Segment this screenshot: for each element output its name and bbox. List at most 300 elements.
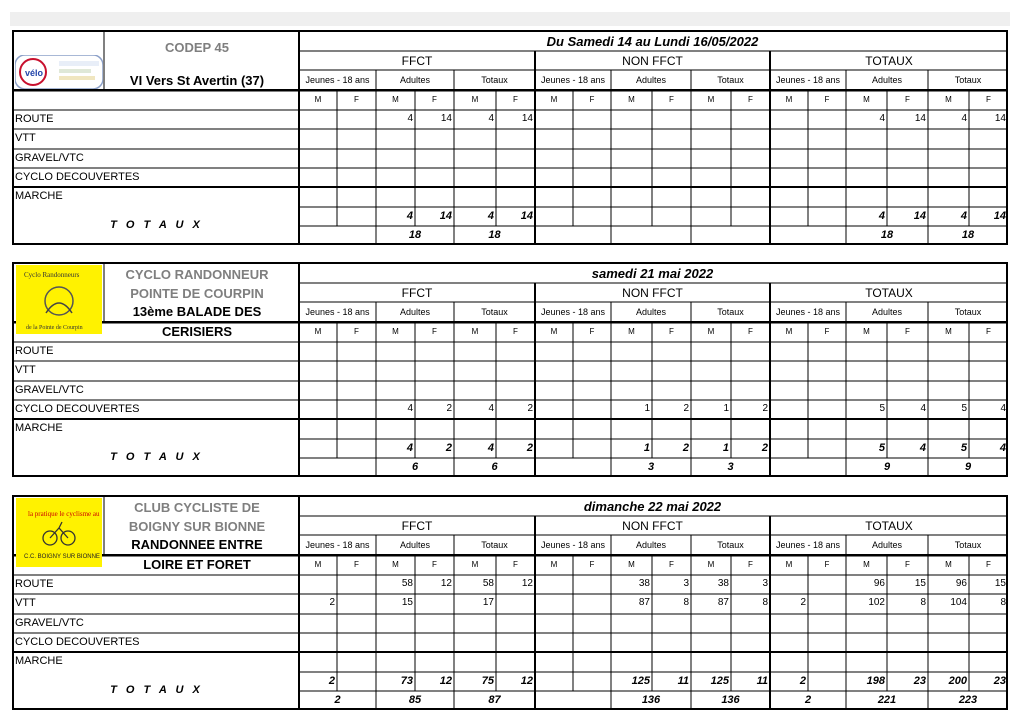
row-label: ROUTE: [15, 577, 54, 590]
table-cell: [691, 186, 731, 205]
sex-header: F: [986, 560, 991, 569]
table-cell: [299, 632, 337, 651]
totals-cell: 2: [799, 675, 806, 687]
table-cell: [337, 593, 376, 612]
sum-cell: [535, 691, 611, 708]
sex-header: M: [550, 560, 558, 569]
table-cell: 2: [683, 403, 689, 414]
table-cell: [770, 167, 808, 186]
table-cell: [928, 651, 969, 670]
sex-header: F: [748, 560, 753, 569]
table-cell: [808, 613, 846, 632]
table-cell: [299, 399, 337, 418]
table-cell: 2: [329, 597, 335, 608]
table-cell: [887, 148, 928, 167]
table-cell: 2: [446, 403, 452, 414]
totals-cell: [611, 206, 652, 226]
subgroup-header: Jeunes - 18 ans: [305, 540, 370, 550]
table-cell: [454, 651, 496, 670]
table-cell: [337, 574, 376, 593]
sex-header: M: [550, 95, 558, 104]
table-cell: [337, 128, 376, 147]
table-cell: 38: [717, 578, 729, 589]
sex-header: F: [354, 327, 359, 336]
svg-text:la pratique le cyclisme au: la pratique le cyclisme au: [28, 510, 100, 518]
table-cell: [969, 418, 1008, 437]
table-cell: 4: [407, 403, 413, 414]
sex-header: F: [905, 560, 910, 569]
table-cell: [808, 186, 846, 205]
subgroup-header: Totaux: [954, 540, 982, 550]
table-cell: [652, 360, 691, 379]
cc-boigny-logo: [16, 498, 102, 567]
table-cell: [299, 128, 337, 147]
table-cell: 4: [488, 113, 494, 124]
table-cell: 2: [527, 403, 533, 414]
table-cell: 4: [879, 113, 885, 124]
table-cell: [376, 128, 415, 147]
table-cell: [299, 613, 337, 632]
table-cell: 96: [873, 578, 885, 589]
event-table-3: [12, 495, 1008, 710]
table-cell: [299, 574, 337, 593]
sum-cell: 2: [804, 693, 812, 706]
sex-header: M: [785, 327, 793, 336]
sum-cell: 18: [488, 228, 501, 241]
subgroup-header: Jeunes - 18 ans: [540, 307, 606, 317]
table-cell: [652, 148, 691, 167]
totals-cell: [652, 206, 691, 226]
table-cell: [535, 167, 573, 186]
table-cell: [337, 418, 376, 437]
table-cell: [573, 574, 611, 593]
totals-label: T O T A U X: [110, 218, 203, 231]
sex-header: F: [432, 560, 437, 569]
table-cell: 14: [914, 113, 926, 124]
subgroup-header: Jeunes - 18 ans: [540, 540, 606, 550]
sex-header: F: [513, 327, 518, 336]
totals-cell: 11: [756, 675, 768, 687]
subgroup-header: Jeunes - 18 ans: [775, 540, 841, 550]
table-cell: 2: [800, 597, 806, 608]
subgroup-header: Adultes: [871, 307, 903, 317]
sum-cell: [299, 226, 376, 243]
table-cell: [337, 167, 376, 186]
table-cell: [573, 418, 611, 437]
table-cell: [808, 418, 846, 437]
table-cell: [969, 186, 1008, 205]
table-cell: [535, 341, 573, 360]
sex-header: M: [392, 327, 399, 336]
totals-cell: 1: [643, 442, 650, 454]
table-cell: 58: [482, 578, 494, 589]
table-cell: [299, 109, 337, 128]
row-label: GRAVEL/VTC: [15, 616, 84, 629]
table-cell: [928, 167, 969, 186]
group-header: TOTAUX: [865, 53, 913, 68]
table-cell: [376, 632, 415, 651]
sum-cell: 18: [961, 228, 975, 241]
table-cell: [731, 128, 770, 147]
table-cell: [535, 128, 573, 147]
totals-cell: 4: [406, 442, 413, 454]
table-cell: [770, 341, 808, 360]
svg-text:Cyclo Randonneurs: Cyclo Randonneurs: [24, 271, 80, 279]
table-cell: [415, 632, 454, 651]
sex-header: M: [628, 327, 635, 336]
table-cell: 5: [961, 403, 967, 414]
totals-cell: [770, 438, 808, 458]
table-cell: [535, 148, 573, 167]
totals-cell: 1: [722, 442, 729, 454]
table-cell: 102: [868, 597, 885, 608]
sex-header: F: [513, 95, 518, 104]
totals-cell: 4: [878, 210, 885, 222]
table-cell: 104: [950, 597, 967, 608]
table-cell: [808, 380, 846, 399]
table-cell: [846, 341, 887, 360]
table-cell: [887, 632, 928, 651]
table-cell: [496, 341, 535, 360]
table-cell: [652, 632, 691, 651]
table-cell: [928, 148, 969, 167]
totals-cell: 200: [948, 675, 967, 687]
sex-header: M: [945, 327, 952, 336]
table-cell: [846, 632, 887, 651]
sex-header: F: [669, 560, 674, 569]
totals-cell: [535, 671, 573, 691]
table-cell: [846, 360, 887, 379]
table-cell: [611, 186, 652, 205]
table-cell: [611, 109, 652, 128]
table-cell: [496, 360, 535, 379]
subgroup-header: Totaux: [717, 75, 744, 85]
table-cell: [731, 186, 770, 205]
row-label: MARCHE: [15, 189, 63, 202]
sex-header: M: [863, 95, 870, 104]
table-cell: [299, 167, 337, 186]
table-cell: [652, 418, 691, 437]
table-cell: [928, 360, 969, 379]
table-cell: 17: [482, 597, 494, 608]
table-cell: [611, 418, 652, 437]
table-cell: [928, 632, 969, 651]
sex-header: M: [707, 327, 715, 336]
table-cell: [496, 593, 535, 612]
totals-cell: 11: [677, 675, 689, 687]
table-cell: [299, 651, 337, 670]
table-cell: [337, 341, 376, 360]
table-cell: [928, 613, 969, 632]
totals-cell: 4: [487, 210, 494, 222]
subgroup-header: Jeunes - 18 ans: [305, 307, 370, 317]
totals-cell: [808, 671, 846, 691]
table-cell: [535, 613, 573, 632]
table-cell: [415, 380, 454, 399]
table-cell: [770, 651, 808, 670]
sex-header: F: [432, 95, 437, 104]
totals-cell: 4: [406, 210, 413, 222]
table-cell: [928, 128, 969, 147]
sex-header: F: [669, 327, 674, 336]
table-cell: [846, 651, 887, 670]
table-cell: [299, 186, 337, 205]
table-cell: [535, 418, 573, 437]
sex-header: M: [628, 95, 635, 104]
sex-header: M: [392, 560, 399, 569]
table-cell: [846, 148, 887, 167]
table-cell: [928, 418, 969, 437]
table-cell: [731, 651, 770, 670]
sex-header: F: [824, 327, 830, 336]
table-cell: [496, 148, 535, 167]
table-cell: [535, 380, 573, 399]
table-cell: [611, 613, 652, 632]
table-cell: [573, 148, 611, 167]
table-cell: [573, 613, 611, 632]
table-cell: [496, 632, 535, 651]
table-cell: 38: [638, 578, 650, 589]
totals-cell: 14: [439, 210, 452, 222]
table-cell: [299, 380, 337, 399]
row-label: CYCLO DECOUVERTES: [15, 170, 140, 183]
table-cell: [611, 360, 652, 379]
sex-header: M: [392, 95, 399, 104]
sex-header: F: [589, 560, 595, 569]
organizer-name: CODEP 45: [164, 39, 230, 55]
table-cell: 3: [762, 578, 768, 589]
table-cell: [376, 360, 415, 379]
sex-header: M: [471, 560, 479, 569]
totals-cell: 5: [960, 442, 967, 454]
group-header: NON FFCT: [622, 53, 683, 68]
sum-cell: 6: [411, 460, 419, 473]
sum-cell: [299, 458, 376, 475]
top-strip: [10, 12, 1010, 26]
sum-cell: [611, 226, 691, 243]
subgroup-header: Adultes: [871, 75, 903, 85]
totals-cell: 5: [878, 442, 885, 454]
table-cell: [846, 613, 887, 632]
group-header: TOTAUX: [865, 285, 913, 300]
table-cell: [808, 632, 846, 651]
table-cell: [652, 167, 691, 186]
totals-label: T O T A U X: [110, 683, 203, 696]
table-cell: [573, 128, 611, 147]
table-cell: [691, 341, 731, 360]
table-cell: [731, 380, 770, 399]
table-cell: 12: [521, 578, 533, 589]
table-cell: [928, 186, 969, 205]
sex-header: M: [314, 560, 322, 569]
table-cell: [808, 593, 846, 612]
table-cell: [928, 380, 969, 399]
table-cell: 2: [762, 403, 768, 414]
table-cell: [337, 632, 376, 651]
sex-header: F: [986, 95, 991, 104]
table-cell: [415, 186, 454, 205]
table-cell: [731, 613, 770, 632]
table-cell: 4: [961, 113, 967, 124]
subgroup-header: Totaux: [717, 540, 744, 550]
sex-header: F: [824, 560, 830, 569]
totals-cell: [731, 206, 770, 226]
sex-header: M: [314, 95, 322, 104]
sum-cell: 18: [408, 228, 422, 241]
organizer-name: CYCLO RANDONNEUR: [125, 266, 269, 282]
table-cell: 15: [914, 578, 926, 589]
organizer-name: POINTE DE COURPIN: [130, 285, 264, 301]
table-cell: [337, 186, 376, 205]
table-cell: [969, 651, 1008, 670]
sex-header: M: [471, 95, 479, 104]
table-cell: [573, 341, 611, 360]
row-label: ROUTE: [15, 344, 54, 357]
table-cell: 87: [638, 597, 650, 608]
table-cell: [535, 593, 573, 612]
table-cell: [887, 613, 928, 632]
totals-cell: 2: [682, 442, 689, 454]
table-cell: [887, 360, 928, 379]
sum-cell: 136: [641, 693, 661, 706]
table-cell: [808, 167, 846, 186]
sex-header: F: [354, 95, 359, 104]
table-cell: [454, 148, 496, 167]
table-cell: [652, 380, 691, 399]
sex-header: M: [863, 560, 870, 569]
table-cell: 8: [920, 597, 926, 608]
sum-cell: [535, 458, 611, 475]
table-cell: 8: [762, 597, 768, 608]
table-cell: 4: [920, 403, 926, 414]
table-cell: [611, 167, 652, 186]
table-cell: [691, 360, 731, 379]
table-cell: [770, 399, 808, 418]
sex-header: F: [354, 560, 359, 569]
table-cell: [496, 418, 535, 437]
table-cell: [496, 613, 535, 632]
table-cell: 15: [994, 578, 1006, 589]
table-cell: [535, 109, 573, 128]
row-label: VTT: [15, 596, 36, 609]
table-cell: [573, 360, 611, 379]
table-cell: 4: [1000, 403, 1006, 414]
sex-header: M: [785, 560, 793, 569]
svg-text:C.C. BOIGNY SUR BIONNE: C.C. BOIGNY SUR BIONNE: [24, 554, 100, 560]
table-cell: [535, 186, 573, 205]
table-cell: [969, 148, 1008, 167]
table-cell: [652, 109, 691, 128]
subgroup-header: Adultes: [635, 540, 667, 550]
organizer-name: BOIGNY SUR BIONNE: [128, 518, 266, 534]
table-cell: [376, 341, 415, 360]
table-cell: [652, 613, 691, 632]
totals-cell: 125: [710, 675, 729, 687]
sex-header: F: [986, 327, 991, 336]
totals-label: T O T A U X: [110, 450, 203, 463]
event-table-2: [12, 262, 1008, 477]
table-cell: [770, 186, 808, 205]
sum-cell: 2: [334, 693, 341, 706]
totals-cell: [337, 671, 376, 691]
event-date: dimanche 22 mai 2022: [583, 499, 722, 514]
subgroup-header: Jeunes - 18 ans: [305, 75, 370, 85]
totals-cell: [337, 438, 376, 458]
table-cell: [808, 651, 846, 670]
totals-cell: 125: [631, 675, 650, 687]
table-cell: [731, 418, 770, 437]
sex-header: F: [513, 560, 518, 569]
table-cell: [652, 186, 691, 205]
table-cell: 3: [683, 578, 689, 589]
sex-header: M: [945, 560, 952, 569]
subgroup-header: Adultes: [399, 540, 431, 550]
subgroup-header: Totaux: [481, 307, 508, 317]
subgroup-header: Totaux: [954, 75, 982, 85]
table-cell: [376, 418, 415, 437]
table-cell: [887, 380, 928, 399]
table-cell: [454, 380, 496, 399]
table-cell: [887, 418, 928, 437]
table-cell: [808, 399, 846, 418]
table-cell: [652, 128, 691, 147]
totals-cell: 4: [919, 442, 926, 454]
table-cell: [928, 341, 969, 360]
event-table-1: [12, 30, 1008, 245]
sex-header: M: [471, 327, 479, 336]
sum-cell: 3: [647, 460, 655, 473]
table-cell: [808, 148, 846, 167]
table-cell: 58: [401, 578, 413, 589]
table-cell: [611, 341, 652, 360]
table-cell: [454, 167, 496, 186]
table-cell: [808, 109, 846, 128]
row-label: GRAVEL/VTC: [15, 151, 84, 164]
table-cell: [969, 128, 1008, 147]
table-cell: [573, 632, 611, 651]
bike-emblem-icon: [16, 498, 102, 567]
table-cell: [415, 360, 454, 379]
table-cell: 1: [644, 403, 650, 414]
table-cell: [969, 167, 1008, 186]
totals-cell: [691, 206, 731, 226]
sex-header: M: [707, 95, 715, 104]
table-cell: [808, 574, 846, 593]
table-cell: 14: [440, 113, 452, 124]
totals-cell: [535, 206, 573, 226]
page-top-margin: [0, 0, 1024, 28]
table-cell: [846, 186, 887, 205]
sex-header: F: [824, 95, 830, 104]
sex-header: F: [669, 95, 674, 104]
sum-cell: 18: [880, 228, 894, 241]
table-cell: [535, 360, 573, 379]
table-cell: [770, 148, 808, 167]
table-cell: [691, 380, 731, 399]
table-cell: [770, 574, 808, 593]
row-label: VTT: [15, 363, 36, 376]
sum-cell: 9: [964, 460, 972, 473]
table-cell: [415, 128, 454, 147]
table-cell: [573, 380, 611, 399]
sex-header: F: [432, 327, 437, 336]
table-cell: [454, 613, 496, 632]
table-cell: [337, 651, 376, 670]
table-cell: [454, 341, 496, 360]
table-cell: [846, 418, 887, 437]
sum-cell: 3: [727, 460, 734, 473]
table-cell: [376, 613, 415, 632]
